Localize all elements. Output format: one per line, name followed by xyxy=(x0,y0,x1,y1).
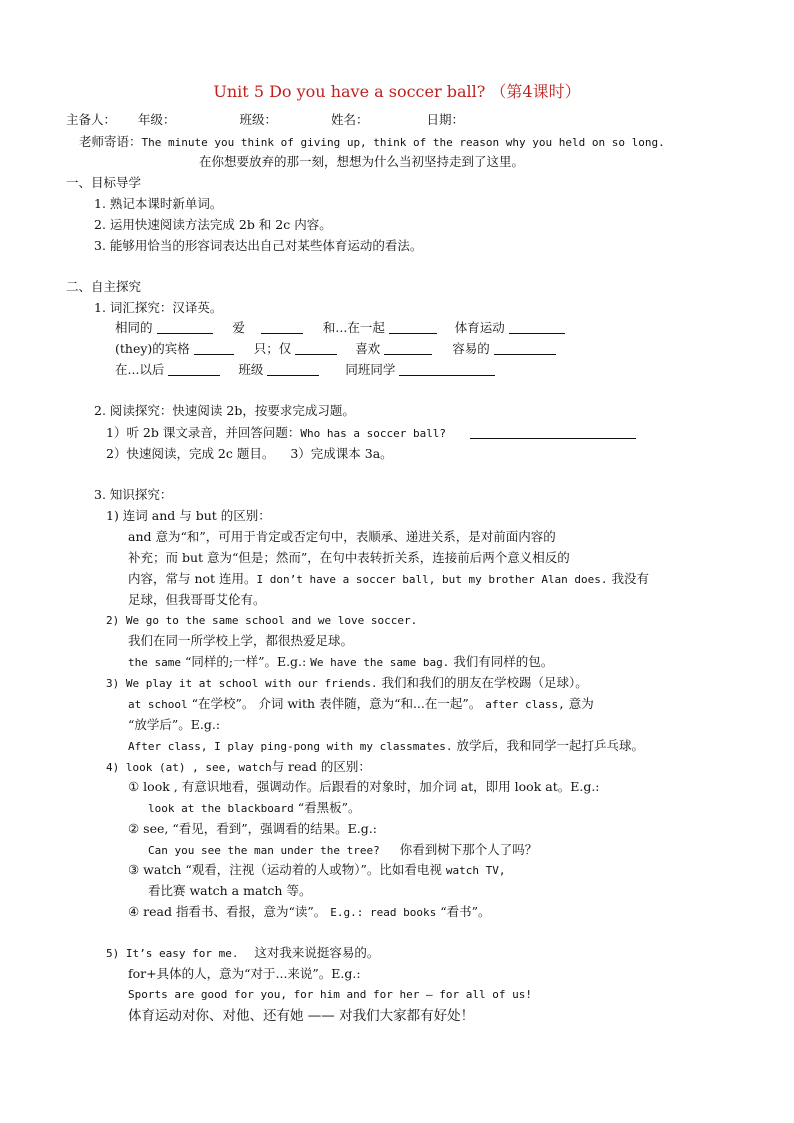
k4-watch-meaning: “观看，注视（运动着的人或物）”。比如看电视 xyxy=(185,862,442,877)
k4-read-meaning: ④ read 指看书、看报，意为“读”。 xyxy=(128,904,327,919)
k4-read-example: E.g.: read books xyxy=(330,906,437,919)
k2-line2 xyxy=(128,654,553,671)
k3-phrase: at school xyxy=(128,698,188,711)
reading-q1 xyxy=(106,425,636,442)
k5-heading xyxy=(106,945,379,962)
reading-q2-line xyxy=(106,446,393,462)
k3-heading-en: 3) We play it at school with our friends. xyxy=(106,677,378,690)
k5-example: Sports are good for you, for him and for her — for all of us! xyxy=(128,988,532,1001)
k4-look-line1: ① look , 有意识地看，强调动作。后跟看的对象时，加介词 at，即用 look at。E.g.: xyxy=(128,779,600,794)
vocab-word: 爱 xyxy=(232,320,245,335)
answer-blank[interactable] xyxy=(267,363,319,376)
k3-example: After class, I play ping-pong with my classmates. xyxy=(128,740,453,753)
page-title: Unit 5 Do you have a soccer ball? （第4课时） xyxy=(213,82,581,101)
section2-heading: 二、自主探究 xyxy=(66,279,142,294)
k4-see-line1: ② see, “看见，看到”，强调看的结果。E.g.: xyxy=(128,821,377,836)
answer-blank[interactable] xyxy=(399,363,495,376)
k3-meaning: “在学校”。 介词 with 表伴随，意为“和...在一起”。 xyxy=(191,696,482,711)
vocab-word: 和...在一起 xyxy=(322,320,385,335)
k1-line1: and 意为“和”，可用于肯定或否定句中，表顺承、递进关系，是对前面内容的 xyxy=(128,529,556,544)
k1-line2: 补充；而 but 意为“但是；然而”，在句中表转折关系，连接前后两个意义相反的 xyxy=(128,550,570,565)
k4-watch-line1 xyxy=(128,862,506,879)
k3-example-zh: 放学后，我和同学一起打乒乓球。 xyxy=(456,738,645,753)
k4-see-example-zh: 你看到树下那个人了吗？ xyxy=(399,842,538,857)
reading-q1-zh: 1）听 2b 课文录音，并回答问题： xyxy=(106,425,301,440)
k4-watch-example: watch TV, xyxy=(445,864,506,877)
k4-heading-en: 4) look (at) , see, watch xyxy=(106,761,272,774)
k3-heading-zh: 我们和我们的朋友在学校踢（足球）。 xyxy=(381,675,588,690)
answer-blank[interactable] xyxy=(384,342,432,355)
vocab-word: 班级 xyxy=(238,362,264,377)
k5-heading-en: 5) It’s easy for me. xyxy=(106,947,239,960)
k1-example: I don’t have a soccer ball, but my brother Alan does. xyxy=(256,573,608,586)
header-row xyxy=(66,112,464,128)
k4-watch-word: ③ watch xyxy=(128,862,182,877)
knowledge-heading: 3. 知识探究： xyxy=(94,487,173,502)
k2-heading: 2) We go to the same school and we love soccer. xyxy=(106,614,418,627)
k2-meaning: “同样的;一样”。E.g.: xyxy=(184,654,307,669)
date-label: 日期： xyxy=(426,112,464,127)
answer-blank[interactable] xyxy=(261,321,303,334)
answer-blank[interactable] xyxy=(168,363,220,376)
answer-blank[interactable] xyxy=(157,321,213,334)
goal-item-2: 2. 运用快速阅读方法完成 2b 和 2c 内容。 xyxy=(94,217,332,232)
k1-line3 xyxy=(128,571,649,588)
k3-meaning-2: 意为 xyxy=(568,696,594,711)
goal-item-3: 3. 能够用恰当的形容词表达出自己对某些体育运动的看法。 xyxy=(94,238,423,253)
k3-line1 xyxy=(128,696,594,713)
k2-example-zh: 我们有同样的包。 xyxy=(453,654,554,669)
answer-blank[interactable] xyxy=(295,342,337,355)
vocab-heading: 1. 词汇探究：汉译英。 xyxy=(94,300,223,315)
k1-heading: 1) 连词 and 与 but 的区别： xyxy=(106,508,271,523)
reading-q3: 3）完成课本 3a。 xyxy=(290,446,393,461)
goal-item-1: 1. 熟记本课时新单词。 xyxy=(94,196,223,211)
k5-example-zh: 体育运动对你、对他、还有她 —— 对我们大家都有好处！ xyxy=(128,1008,475,1024)
k2-phrase: the same xyxy=(128,656,181,669)
k4-look-example-zh: “看黑板”。 xyxy=(297,800,361,815)
motto-label: 老师寄语： xyxy=(79,134,142,149)
k3-line2: “放学后”。E.g.: xyxy=(128,717,221,732)
k1-line3-tail: 我没有 xyxy=(611,571,650,586)
k4-read-line xyxy=(128,904,490,921)
name-label: 姓名： xyxy=(330,112,369,127)
k3-line3 xyxy=(128,738,644,755)
k4-see-example: Can you see the man under the tree? xyxy=(148,844,380,857)
vocab-word: 喜欢 xyxy=(355,341,381,356)
answer-blank[interactable] xyxy=(194,342,234,355)
k4-read-example-zh: “看书”。 xyxy=(440,904,491,919)
k4-heading xyxy=(106,759,371,776)
motto-english: The minute you think of giving up, think of the reason why you held on so long. xyxy=(141,136,665,149)
grade-label: 年级： xyxy=(137,112,176,127)
reading-q1-en: Who has a soccer ball? xyxy=(300,427,447,440)
motto-chinese: 在你想要放弃的那一刻，想想为什么当初坚持走到了这里。 xyxy=(199,154,525,169)
k4-look-example: look at the blackboard xyxy=(148,802,294,815)
reading-q2: 2）快速阅读，完成 2c 题目。 xyxy=(106,446,275,461)
k2-example: We have the same bag. xyxy=(310,656,450,669)
vocab-word: 同班同学 xyxy=(345,362,396,377)
k2-line1: 我们在同一所学校上学，都很热爱足球。 xyxy=(128,633,354,648)
vocab-word: 相同的 xyxy=(115,320,153,335)
k4-look-line2 xyxy=(148,800,360,817)
k1-line4: 足球，但我哥哥艾伦有。 xyxy=(128,592,266,607)
vocab-word: (they)的宾格 xyxy=(115,341,190,356)
k5-line1: for+具体的人，意为“对于...来说”。E.g.: xyxy=(128,966,361,981)
k3-heading xyxy=(106,675,588,692)
vocab-word: 只；仅 xyxy=(253,341,292,356)
k1-line3-zh: 内容，常与 not 连用。 xyxy=(128,571,257,586)
answer-blank[interactable] xyxy=(389,321,437,334)
reading-heading: 2. 阅读探究：快速阅读 2b，按要求完成习题。 xyxy=(94,403,355,418)
vocab-word: 容易的 xyxy=(452,341,490,356)
k4-heading-zh: 与 read 的区别： xyxy=(271,759,371,774)
k4-watch-line2: 看比赛 watch a match 等。 xyxy=(148,883,312,898)
vocab-row-3 xyxy=(115,362,495,378)
answer-blank[interactable] xyxy=(509,321,565,334)
vocab-row-1 xyxy=(115,320,565,336)
class-label: 班级： xyxy=(239,112,277,127)
answer-blank[interactable] xyxy=(470,426,636,439)
k3-phrase-2: after class, xyxy=(485,698,565,711)
preparer-label: 主备人： xyxy=(66,112,117,127)
section1-heading: 一、目标导学 xyxy=(66,175,142,190)
motto-line xyxy=(79,134,665,151)
vocab-row-2 xyxy=(115,341,556,357)
k4-see-line2 xyxy=(148,842,537,859)
k5-heading-zh: 这对我来说挺容易的。 xyxy=(254,945,380,960)
vocab-word: 体育运动 xyxy=(454,320,505,335)
vocab-word: 在...以后 xyxy=(115,362,165,377)
answer-blank[interactable] xyxy=(494,342,556,355)
